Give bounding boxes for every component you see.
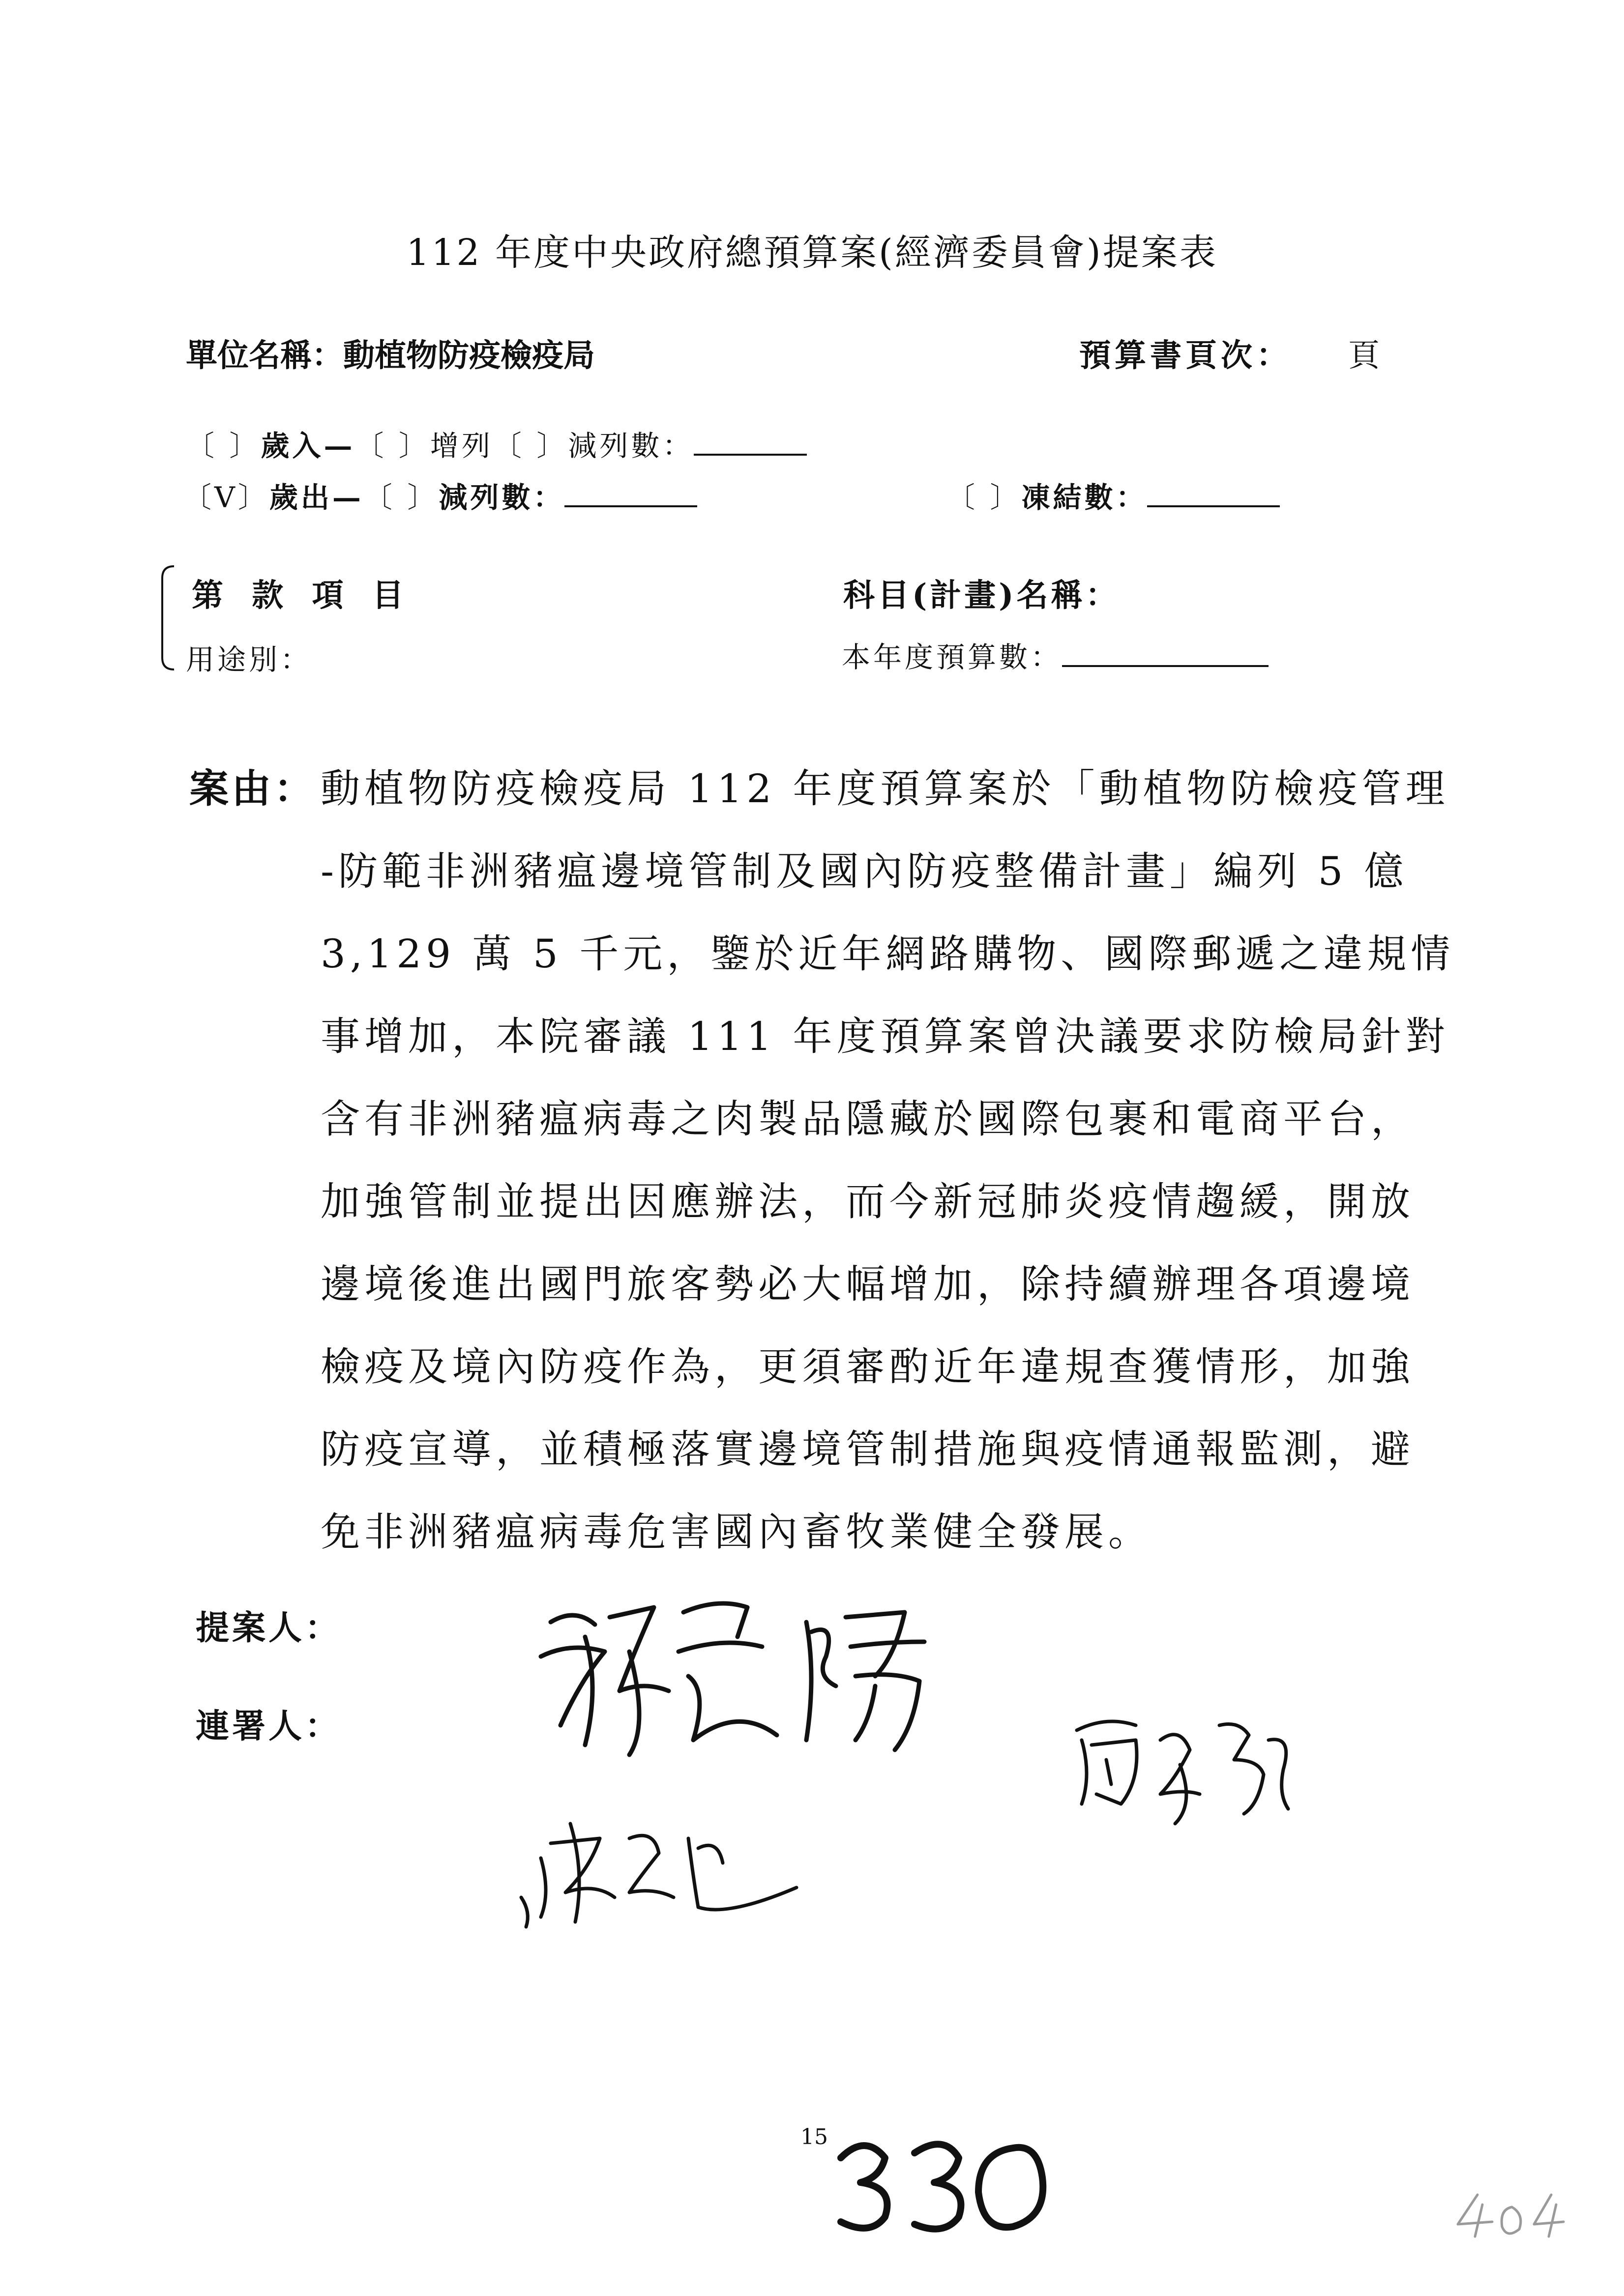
annual-budget-row — [842, 634, 1269, 675]
revenue-row — [186, 423, 807, 464]
left-brace — [156, 564, 176, 671]
cosigner-label: 連署人： — [196, 1707, 342, 1746]
handwritten-page-number — [831, 2128, 1067, 2241]
unit-row — [186, 330, 595, 376]
item-label: 第 款 項 目 — [192, 577, 413, 614]
case-line: 動植物防疫檢疫局 112 年度預算案於「動植物防檢疫管理 — [321, 766, 1449, 812]
cosigner-signature-2 — [511, 1794, 826, 1932]
revenue-increase-label: 增列 — [430, 429, 493, 463]
case-line: 加強管制並提出因應辦法，而今新冠肺炎疫情趨緩，開放 — [321, 1179, 1415, 1224]
case-line: 3,129 萬 5 千元，鑒於近年網路購物、國際郵遞之違規情 — [321, 931, 1455, 977]
page-title: 112 年度中央政府總預算案(經濟委員會)提案表 — [406, 232, 1218, 274]
case-line: 含有非洲豬瘟病毒之肉製品隱藏於國際包裹和電商平台， — [321, 1096, 1415, 1142]
freeze-label: 凍結數： — [1021, 481, 1148, 514]
case-line: 邊境後進出國門旅客勢必大幅增加，除持續辦理各項邊境 — [321, 1261, 1415, 1307]
case-line: 防疫宣導，並積極落實邊境管制措施與疫情通報監測，避 — [321, 1426, 1415, 1472]
unit-name: 動植物防疫檢疫局 — [343, 337, 595, 374]
revenue-checkbox[interactable]: 〔 〕 — [186, 429, 261, 463]
freeze-row — [946, 474, 1280, 516]
annual-budget-blank[interactable] — [1062, 665, 1269, 667]
proposer-label: 提案人： — [196, 1608, 342, 1648]
case-label: 案由： — [189, 765, 316, 812]
page-number: 15 — [800, 2124, 828, 2150]
revenue-decrease-label: 減列數： — [568, 429, 694, 463]
annual-budget-label: 本年度預算數： — [842, 640, 1063, 674]
case-line: -防範非洲豬瘟邊境管制及國內防疫整備計畫」編列 5 億 — [321, 848, 1408, 894]
handwritten-corner-mark — [1453, 2187, 1566, 2241]
revenue-increase-checkbox[interactable]: 〔 〕 — [355, 429, 430, 463]
expenditure-label: 歲出— — [269, 481, 364, 514]
freeze-checkbox[interactable]: 〔 〕 — [946, 481, 1022, 514]
revenue-decrease-blank[interactable] — [694, 454, 807, 456]
expenditure-decrease-checkbox[interactable]: 〔 〕 — [363, 481, 439, 514]
purpose-label: 用途別： — [186, 643, 312, 676]
budget-page-unit: 頁 — [1348, 338, 1380, 374]
unit-label: 單位名稱： — [186, 337, 343, 374]
case-line: 事增加，本院審議 111 年度預算案曾決議要求防檢局針對 — [321, 1014, 1449, 1059]
subject-label: 科目(計畫)名稱： — [843, 577, 1120, 614]
expenditure-decrease-blank[interactable] — [564, 505, 697, 507]
expenditure-decrease-label: 減列數： — [439, 481, 565, 514]
revenue-decrease-checkbox[interactable]: 〔 〕 — [493, 429, 568, 463]
budget-page-label: 預算書頁次： — [1079, 337, 1292, 374]
cosigner-signature-1 — [1062, 1696, 1308, 1843]
freeze-blank[interactable] — [1147, 505, 1280, 507]
revenue-label: 歲入— — [261, 429, 355, 463]
case-line: 檢疫及境內防疫作為，更須審酌近年違規查獲情形，加強 — [321, 1344, 1415, 1390]
expenditure-checkbox[interactable]: 〔V〕 — [183, 481, 269, 514]
case-line: 免非洲豬瘟病毒危害國內畜牧業健全發展。 — [321, 1509, 1152, 1555]
expenditure-row — [183, 474, 697, 516]
proposer-signature — [531, 1578, 974, 1765]
